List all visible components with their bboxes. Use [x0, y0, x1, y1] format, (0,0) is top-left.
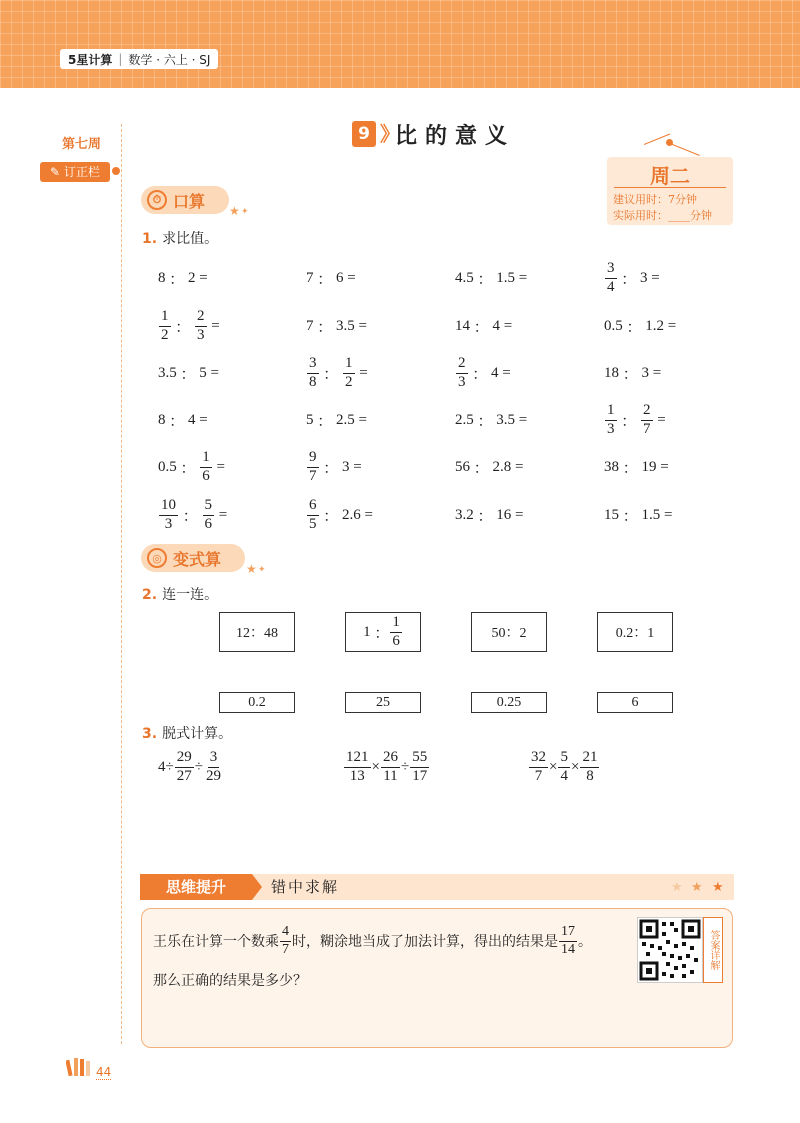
question-3: [142, 723, 232, 743]
star-icon: ★: [691, 880, 703, 895]
correction-tag: [40, 162, 110, 182]
problem-line-1: [153, 925, 592, 957]
ratio-problem: 3.2 ： 16 =: [455, 506, 524, 525]
fraction: $\frac{6}{5}$: [309, 496, 317, 532]
tag-pin: [666, 139, 673, 146]
calc-expression-3: $\frac{32}{7}$ × $\frac{5}{4}$ × $\frac{21}{8}$: [531, 749, 598, 784]
ratio-problem: $\frac{10}{3}$ ： $\frac{5}{6}$ =: [161, 496, 228, 532]
day-rule: [614, 187, 726, 188]
ratio-problem: 7 ： 6 =: [306, 269, 356, 288]
ratio-problem: 3.5 ： 5 =: [158, 364, 219, 383]
ratio-problem: $\frac{2}{3}$ ： 4 =: [458, 354, 511, 390]
thinking-subtitle: 错中求解: [271, 878, 340, 896]
ratio-problem: 2.5 ： 3.5 =: [455, 411, 528, 430]
fraction: $\frac{2}{3}$: [458, 354, 466, 390]
correction-dot: [112, 167, 120, 175]
star-icon: ★: [712, 880, 724, 895]
section-variant-label: 变式算: [173, 549, 222, 569]
ratio-problem: 15 ： 1.5 =: [604, 506, 673, 525]
target-icon: ◎: [147, 548, 167, 568]
ratio-problem: 18 ： 3 =: [604, 364, 662, 383]
ratio-problem: $\frac{3}{8}$ ： $\frac{1}{2}$ =: [309, 354, 368, 390]
ratio-problem: $\frac{1}{3}$ ： $\frac{2}{7}$ =: [607, 401, 666, 437]
ratio-problem: 0.5 ： 1.2 =: [604, 317, 677, 336]
ratio-term: 1: [363, 623, 371, 640]
qr-code[interactable]: [637, 917, 703, 983]
lesson-number: 9: [352, 121, 376, 147]
problem-line-2: 那么正确的结果是多少？: [153, 973, 307, 989]
fraction: $\frac{2}{3}$: [197, 307, 205, 343]
ratio-problem: 0.5 ： $\frac{1}{6}$ =: [158, 448, 225, 484]
connect-bottom-3[interactable]: 0.25: [471, 692, 547, 713]
section-oral-label: 口算: [173, 191, 206, 211]
ratio-problem: $\frac{1}{2}$ ： $\frac{2}{3}$ =: [161, 307, 220, 343]
star-icon: ★: [229, 204, 240, 218]
star-small-icon: ✦: [241, 207, 249, 217]
fraction: $\frac{3}{4}$: [607, 259, 615, 295]
header-banner: [0, 0, 800, 88]
ratio-problem: 7 ： 3.5 =: [306, 317, 367, 336]
ratio-problem: $\frac{9}{7}$ ： 3 =: [309, 448, 362, 484]
fraction: $\frac{9}{7}$: [309, 448, 317, 484]
series-meta: 数学 · 六上 · SJ: [128, 52, 211, 67]
question-number: 2.: [142, 587, 158, 603]
star-icon: ★: [671, 880, 683, 895]
day-name: 周二: [650, 164, 690, 188]
thinking-label: 思维提升: [140, 874, 252, 900]
calc-expression-2: $\frac{121}{13}$ × $\frac{26}{11}$ ÷ $\frac{55}{17}$: [346, 749, 428, 784]
question-1: [142, 228, 218, 248]
fraction: $\frac{1}{6}$: [392, 613, 400, 649]
calc-expression-1: 4÷ $\frac{29}{27}$ ÷ $\frac{3}{29}$: [158, 749, 221, 784]
week-label: 第七周: [62, 137, 102, 152]
page-number: 44: [96, 1065, 112, 1079]
suggested-time: 建议用时：7分钟: [613, 193, 697, 206]
pencil-icon: ✎: [50, 165, 61, 179]
fraction: $\frac{2}{7}$: [643, 401, 651, 437]
problem-text: 。: [578, 934, 592, 951]
stopwatch-icon: ⏱: [147, 190, 167, 210]
question-number: 1.: [142, 231, 158, 247]
question-text: 求比值。: [162, 231, 219, 247]
ratio-problem: $\frac{6}{5}$ ： 2.6 =: [309, 496, 373, 532]
fraction: $\frac{17}{14}$: [561, 924, 575, 957]
actual-time: 实际用时：____分钟: [613, 209, 712, 222]
series-divider: |: [118, 52, 123, 66]
tag-string-right: [670, 143, 700, 156]
connect-top-2[interactable]: [345, 612, 421, 652]
series-name: 5星计算: [68, 52, 113, 67]
fraction: $\frac{1}{3}$: [607, 401, 615, 437]
problem-text: 王乐在计算一个数乘: [153, 934, 279, 951]
question-number: 3.: [142, 726, 158, 742]
ratio-expression: 1 ： $\frac{1}{6}$: [363, 613, 400, 649]
connect-bottom-4[interactable]: 6: [597, 692, 673, 713]
series-label: [60, 49, 218, 69]
connect-top-4[interactable]: 0.2：1: [597, 612, 673, 652]
fraction: $\frac{3}{8}$: [309, 354, 317, 390]
question-text: 连一连。: [162, 587, 219, 603]
star-small-icon: ✦: [258, 565, 266, 575]
fraction: $\frac{1}{2}$: [161, 307, 169, 343]
connect-top-1[interactable]: 12：48: [219, 612, 295, 652]
star-icon: ★: [246, 562, 257, 576]
ratio-problem: 8 ： 4 =: [158, 411, 208, 430]
thinking-arrow: [252, 874, 262, 900]
fraction: $\frac{5}{6}$: [204, 496, 213, 532]
fraction: $\frac{10}{3}$: [161, 496, 176, 532]
ratio-problem: 38 ： 19 =: [604, 458, 669, 477]
connect-bottom-1[interactable]: 0.2: [219, 692, 295, 713]
page-title: 比的意义: [395, 124, 516, 149]
ratio-problem: 8 ： 2 =: [158, 269, 208, 288]
ratio-problem: 14 ： 4 =: [455, 317, 513, 336]
fraction: $\frac{4}{7}$: [282, 924, 289, 957]
ratio-problem: 56 ： 2.8 =: [455, 458, 524, 477]
connect-bottom-2[interactable]: 25: [345, 692, 421, 713]
rail-divider: [121, 124, 122, 1044]
ratio-problem: 4.5 ： 1.5 =: [455, 269, 528, 288]
fraction: $\frac{1}{6}$: [202, 448, 210, 484]
fraction: $\frac{1}{2}$: [345, 354, 353, 390]
question-2: [142, 584, 218, 604]
chevron-right-icon: 》: [380, 122, 400, 146]
books-icon: [66, 1056, 92, 1076]
correction-label: 订正栏: [63, 165, 100, 179]
section-oral: [141, 186, 229, 214]
problem-text: 时，糊涂地当成了加法计算，得出的结果是: [292, 934, 558, 951]
answer-detail-label: 答案详解: [703, 917, 723, 983]
ratio-problem: 5 ： 2.5 =: [306, 411, 367, 430]
connect-top-3[interactable]: 50：2: [471, 612, 547, 652]
section-variant: [141, 544, 245, 572]
ratio-problem: $\frac{3}{4}$ ： 3 =: [607, 259, 660, 295]
question-text: 脱式计算。: [162, 726, 233, 742]
